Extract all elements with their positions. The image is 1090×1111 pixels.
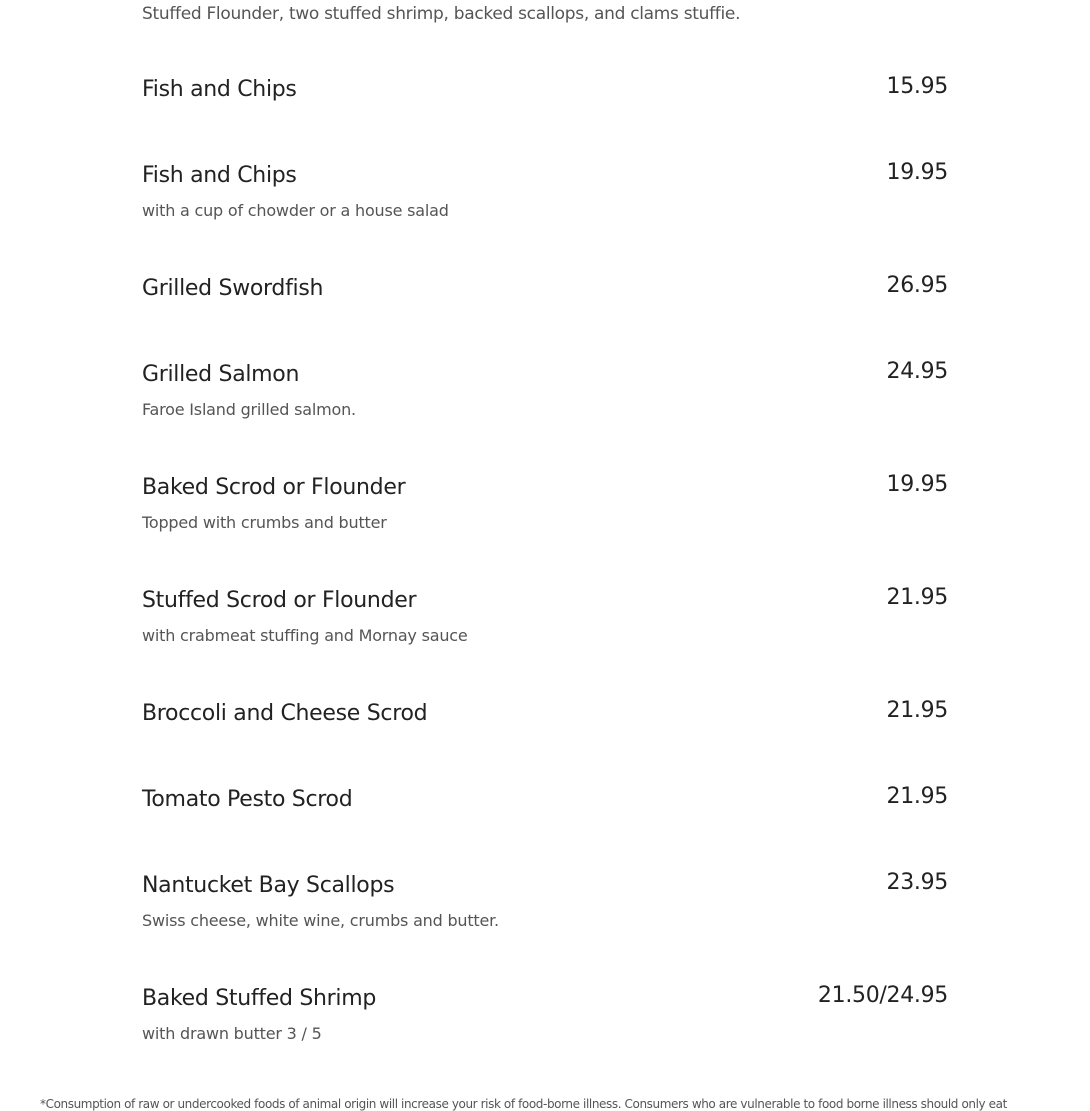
item-name: Fish and Chips xyxy=(142,77,297,102)
item-price: 21.95 xyxy=(886,698,948,723)
item-description: Topped with crumbs and butter xyxy=(142,513,387,532)
item-price: 15.95 xyxy=(886,74,948,99)
item-description: Faroe Island grilled salmon. xyxy=(142,400,356,419)
item-description: with drawn butter 3 / 5 xyxy=(142,1024,322,1043)
item-description: with a cup of chowder or a house salad xyxy=(142,201,449,220)
previous-item-description: Stuffed Flounder, two stuffed shrimp, backed scallops, and clams stuffie. xyxy=(142,4,741,24)
item-name: Grilled Salmon xyxy=(142,362,300,387)
item-price: 21.50/24.95 xyxy=(817,983,948,1008)
item-price: 21.95 xyxy=(886,585,948,610)
item-name: Nantucket Bay Scallops xyxy=(142,873,395,898)
item-price: 19.95 xyxy=(886,472,948,497)
item-name: Stuffed Scrod or Flounder xyxy=(142,588,417,613)
item-name: Tomato Pesto Scrod xyxy=(142,787,353,812)
item-name: Fish and Chips xyxy=(142,163,297,188)
item-price: 23.95 xyxy=(886,870,948,895)
item-name: Grilled Swordfish xyxy=(142,276,324,301)
item-price: 24.95 xyxy=(886,359,948,384)
item-name: Broccoli and Cheese Scrod xyxy=(142,701,428,726)
item-description: with crabmeat stuffing and Mornay sauce xyxy=(142,626,468,645)
item-name: Baked Scrod or Flounder xyxy=(142,475,406,500)
item-price: 26.95 xyxy=(886,273,948,298)
item-price: 21.95 xyxy=(886,784,948,809)
food-safety-disclaimer: *Consumption of raw or undercooked foods of animal origin will increase your risk of food-borne illness. Consumers who are vulnerable to food borne illness should only eat xyxy=(40,1097,1007,1111)
item-price: 19.95 xyxy=(886,160,948,185)
item-name: Baked Stuffed Shrimp xyxy=(142,986,377,1011)
item-description: Swiss cheese, white wine, crumbs and butter. xyxy=(142,911,499,930)
